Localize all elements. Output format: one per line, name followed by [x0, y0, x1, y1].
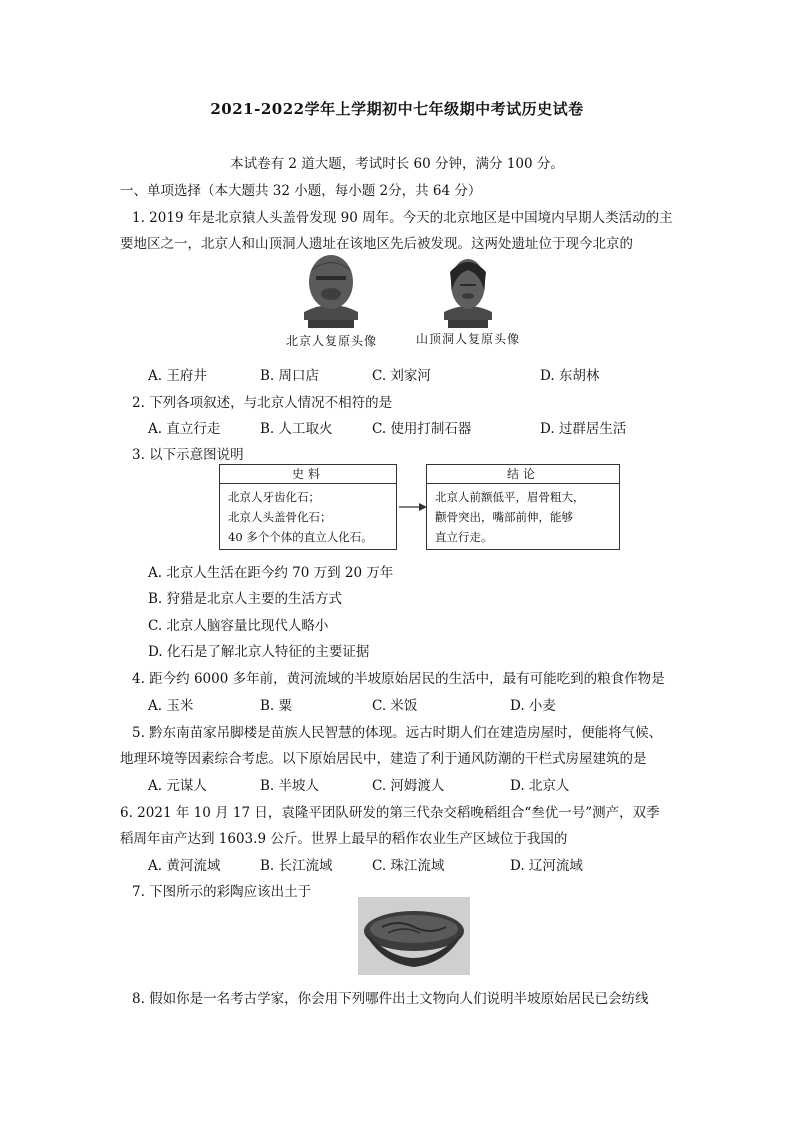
q4-option-a[interactable]: A. 玉米	[148, 698, 194, 714]
q6-option-d[interactable]: D. 辽河流域	[510, 858, 583, 874]
caption-peking-man: 北京人复原头像	[286, 334, 378, 348]
q2-line-1: 2. 下列各项叙述，与北京人情况不相符的是	[132, 395, 393, 411]
q1-option-b[interactable]: B. 周口店	[260, 368, 320, 384]
q2-option-c[interactable]: C. 使用打制石器	[372, 421, 472, 437]
q3-line-1: 3. 以下示意图说明	[132, 447, 244, 463]
q1-option-c[interactable]: C. 刘家河	[372, 368, 431, 384]
q3-diagram	[219, 464, 621, 554]
q5-option-c[interactable]: C. 河姆渡人	[372, 778, 445, 794]
diagram-conclusion-title: 结论	[427, 465, 619, 484]
q4-option-c[interactable]: C. 米饭	[372, 698, 418, 714]
caption-upper-cave-man: 山顶洞人复原头像	[416, 332, 521, 346]
q6-line-1: 6. 2021 年 10 月 17 日，袁隆平团队研发的第三代杂交稻晚稻组合“叁优一号”测产，双季	[120, 805, 660, 821]
upper-cave-man-head-image	[422, 250, 512, 330]
painted-pottery-bowl-image	[358, 897, 470, 975]
q2-option-d[interactable]: D. 过群居生活	[540, 421, 627, 437]
q6-option-c[interactable]: C. 珠江流域	[372, 858, 445, 874]
q7-line-1: 7. 下图所示的彩陶应该出土于	[132, 884, 312, 900]
q4-line-1: 4. 距今约 6000 多年前，黄河流域的半坡原始居民的生活中，最有可能吃到的粮食作物是	[132, 671, 665, 687]
diagram-source-line-3: 40 多个个体的直立人化石。	[228, 530, 373, 544]
q1-option-d[interactable]: D. 东胡林	[540, 368, 600, 384]
q4-option-b[interactable]: B. 粟	[260, 698, 293, 714]
q5-option-d[interactable]: D. 北京人	[510, 778, 570, 794]
q1-illustration	[286, 250, 546, 354]
diagram-conclusion-box	[426, 464, 620, 550]
diagram-source-title: 史料	[220, 465, 396, 484]
q5-option-b[interactable]: B. 半坡人	[260, 778, 320, 794]
q3-option-c[interactable]: C. 北京人脑容量比现代人略小	[148, 618, 329, 634]
exam-note: 本试卷有 2 道大题，考试时长 60 分钟，满分 100 分。	[230, 156, 564, 172]
q6-line-2: 稻周年亩产达到 1603.9 公斤。世界上最早的稻作农业生产区域位于我国的	[120, 831, 568, 847]
q6-option-a[interactable]: A. 黄河流域	[148, 858, 221, 874]
q8-line-1: 8. 假如你是一名考古学家，你会用下列哪件出土文物向人们说明半坡原始居民已会纺线	[132, 991, 649, 1007]
diagram-source-line-1: 北京人牙齿化石；	[228, 490, 320, 504]
q3-option-d[interactable]: D. 化石是了解北京人特征的主要证据	[148, 644, 370, 660]
diagram-conclusion-line-2: 颧骨突出，嘴部前伸，能够	[435, 510, 573, 524]
q5-option-a[interactable]: A. 元谋人	[148, 778, 207, 794]
q1-line-1: 1. 2019 年是北京猿人头盖骨发现 90 周年。今天的北京地区是中国境内早期人类活动的主	[132, 210, 673, 226]
q3-option-a[interactable]: A. 北京人生活在距今约 70 万到 20 万年	[148, 565, 394, 581]
q5-line-1: 5. 黔东南苗家吊脚楼是苗族人民智慧的体现。远古时期人们在建造房屋时，便能将气候、	[132, 725, 663, 741]
q2-option-a[interactable]: A. 直立行走	[148, 421, 221, 437]
q1-line-2: 要地区之一，北京人和山顶洞人遗址在该地区先后被发现。这两处遗址位于现今北京的	[120, 236, 633, 252]
peking-man-head-image	[286, 250, 376, 330]
section-heading: 一、单项选择（本大题共 32 小题，每小题 2分，共 64 分）	[120, 183, 482, 199]
q5-line-2: 地理环境等因素综合考虑。以下原始居民中，建造了利于通风防潮的干栏式房屋建筑的是	[120, 751, 647, 767]
q4-option-d[interactable]: D. 小麦	[510, 698, 556, 714]
q2-option-b[interactable]: B. 人工取火	[260, 421, 333, 437]
arrow-right-icon	[399, 502, 427, 512]
q1-option-a[interactable]: A. 王府井	[148, 368, 207, 384]
q3-option-b[interactable]: B. 狩猎是北京人主要的生活方式	[148, 591, 343, 607]
diagram-source-line-2: 北京人头盖骨化石；	[228, 510, 332, 524]
diagram-conclusion-line-1: 北京人前额低平，眉骨粗大，	[435, 490, 585, 504]
diagram-source-box	[219, 464, 397, 550]
exam-title: 2021-2022学年上学期初中七年级期中考试历史试卷	[210, 100, 584, 118]
q6-option-b[interactable]: B. 长江流域	[260, 858, 333, 874]
diagram-conclusion-line-3: 直立行走。	[435, 530, 493, 544]
